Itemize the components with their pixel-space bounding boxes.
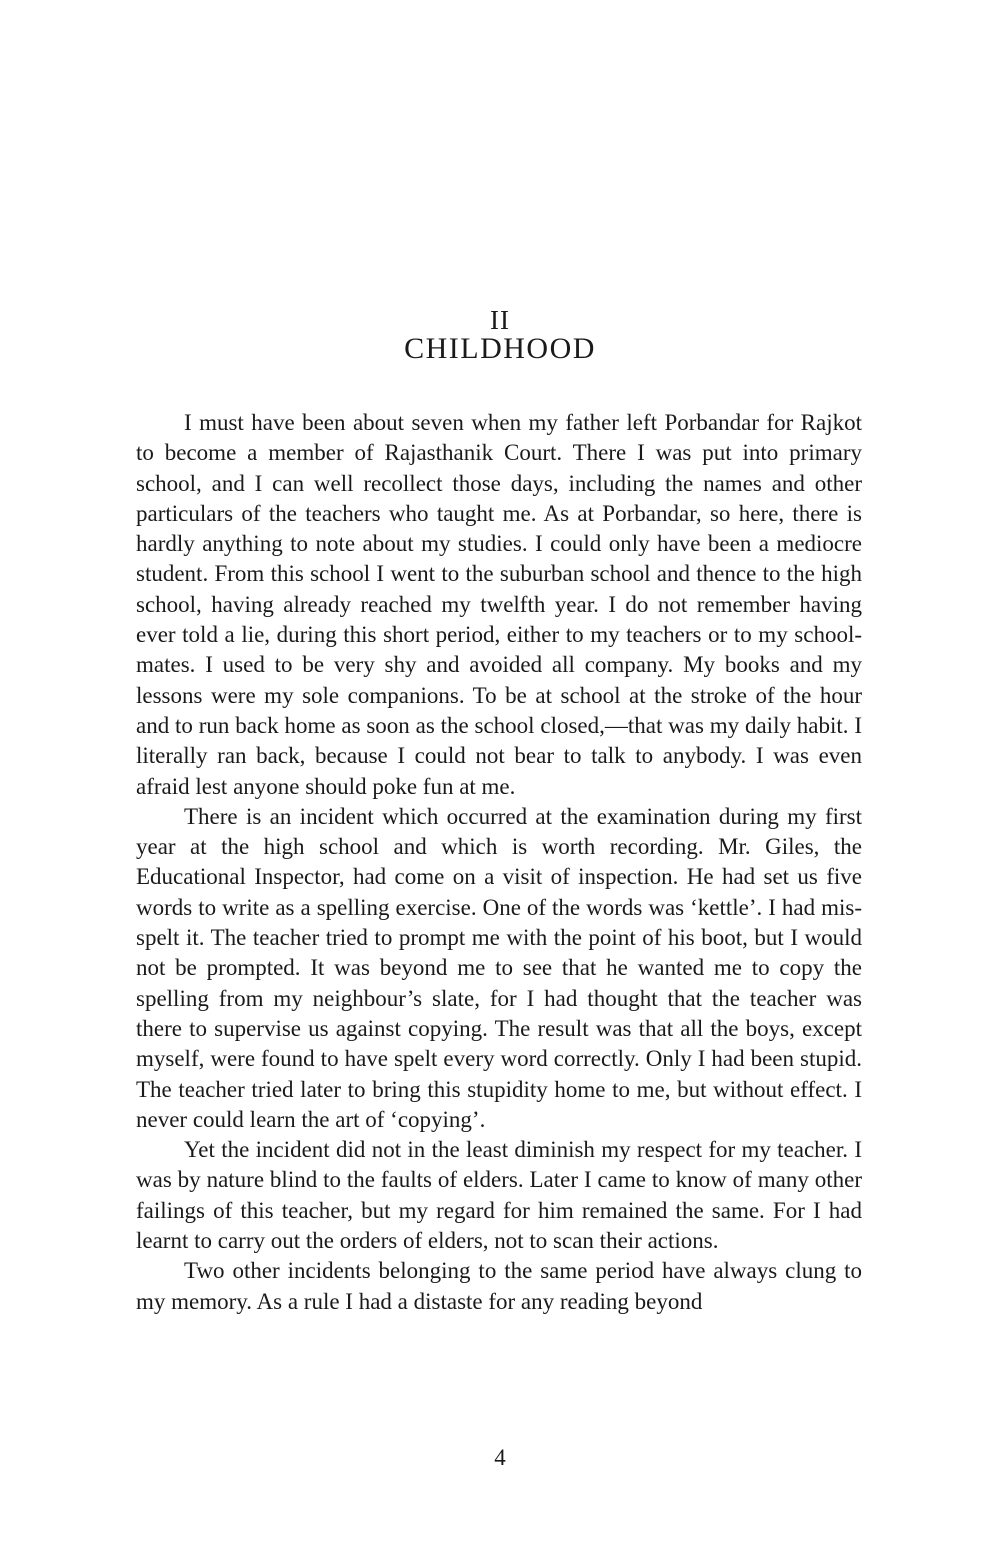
- paragraph-4: Two other incidents belonging to the same period have always clung to my memory. As a rule I had a distaste for any reading beyond: [136, 1258, 862, 1314]
- paragraph-2: There is an incident which occurred at the examination during my first year at the high school and which is worth recording. Mr. Giles, the Educational Inspector, had come on a visit of inspection. He had set us five words to write as a spelling exercise. One of the words was ‘kettle’. I had mis-spelt it. The teacher tried to prompt me with the point of his boot, but I would not be prompted. It was beyond me to see that he wanted me to copy the spelling from my neighbour’s slate, for I had thought that the teacher was there to supervise us against copying. The result was that all the boys, except myself, were found to have spelt every word correctly. Only I had been stupid. The teacher tried later to bring this stupidity home to me, but without effect. I never could learn the art of ‘copying’.: [136, 803, 862, 1132]
- chapter-number: II: [490, 305, 510, 335]
- paragraph-3: Yet the incident did not in the least diminish my respect for my teacher. I was by nature blind to the faults of elders. Later I came to know of many other failings of this teacher, but my regard for him remained the same. For I had learnt to carry out the orders of elders, not to scan their actions.: [136, 1137, 862, 1254]
- page-number: 4: [494, 1445, 506, 1470]
- paragraph-1: I must have been about seven when my father left Porbandar for Rajkot to become a member of Rajasthanik Court. There I was put into primary school, and I can well recollect those days, including the names and other particulars of the teachers who taught me. As at Porbandar, so here, there is hardly anything to note about my studies. I could only have been a mediocre student. From this school I went to the suburban school and thence to the high school, having already reached my twelfth year. I do not remember having ever told a lie, during this short period, either to my teachers or to my school-mates. I used to be very shy and avoided all company. My books and my lessons were my sole companions. To be at school at the stroke of the hour and to run back home as soon as the school closed,—that was my daily habit. I literally ran back, because I could not bear to talk to anybody. I was even afraid lest anyone should poke fun at me.: [136, 410, 862, 799]
- chapter-title: CHILDHOOD: [404, 332, 596, 365]
- body-text: [136, 408, 862, 1317]
